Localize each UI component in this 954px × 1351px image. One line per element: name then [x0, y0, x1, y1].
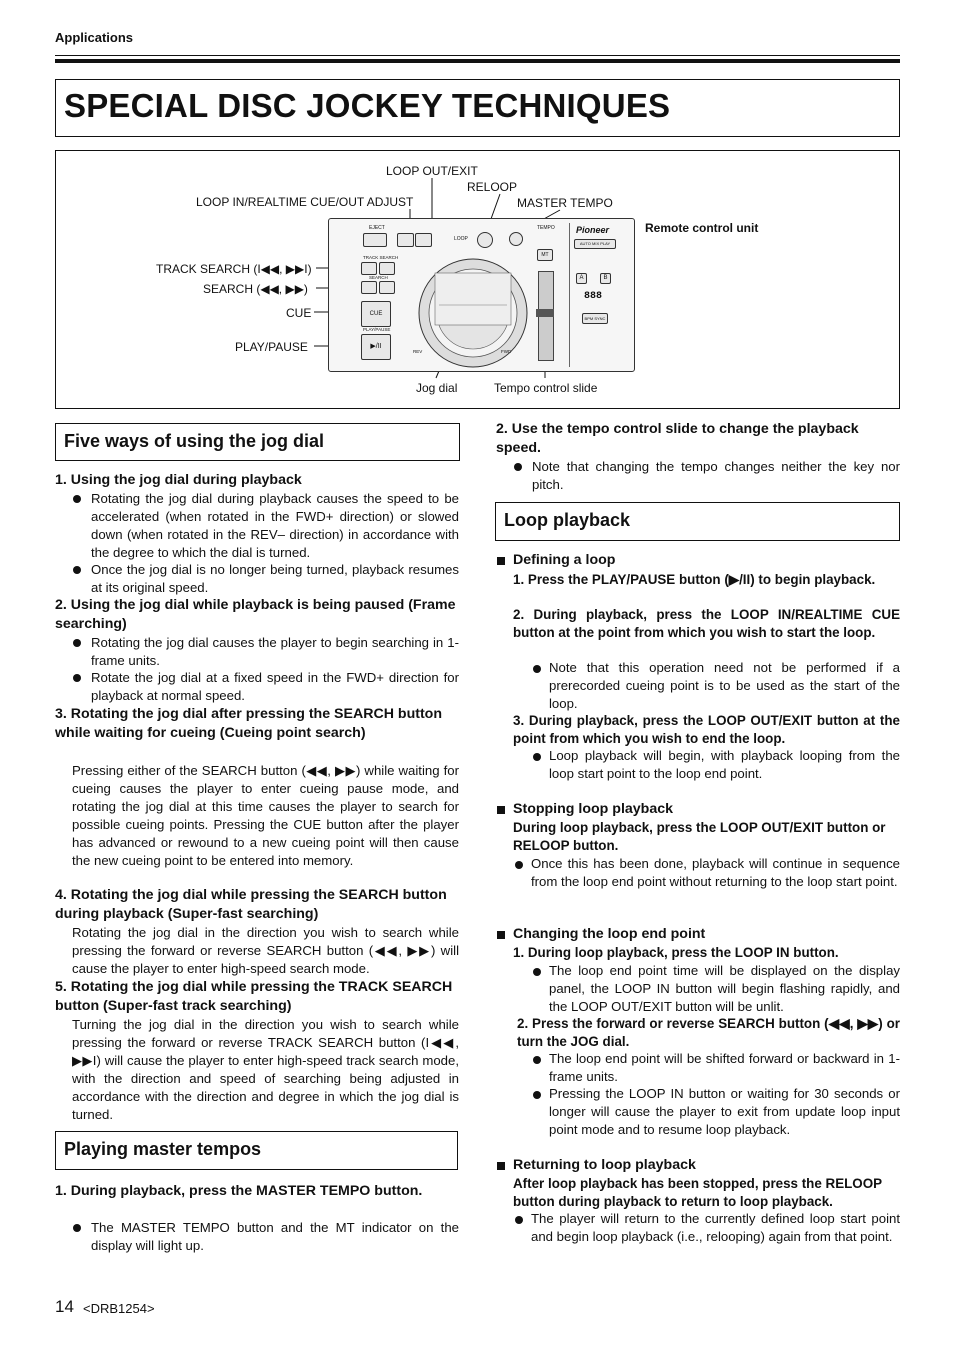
bullet	[515, 861, 523, 869]
track-search-label: TRACK SEARCH	[363, 255, 399, 260]
bpm-display: 888	[584, 291, 603, 302]
tempo-label: TEMPO	[537, 225, 555, 231]
tempo1-bullet1: The MASTER TEMPO button and the MT indicator on the display will light up.	[91, 1220, 459, 1253]
bullet	[533, 1091, 541, 1099]
label-remote: Remote control unit	[645, 221, 759, 235]
defining-loop-title: Defining a loop	[513, 552, 616, 568]
bullet	[73, 639, 81, 647]
square-bullet	[497, 557, 505, 565]
item3-text: Pressing either of the SEARCH button (◀◀, ▶▶) while waiting for cueing causes the player to enter cueing pause mode, and rotating the jog dial at this time causes the player to search for possible cueing points. Pressing the CUE button after the player has advanced or rewound to a new cueing point will then cause the new cueing point to be entered into memory.	[72, 763, 459, 868]
bullet	[73, 674, 81, 682]
bullet	[515, 1216, 523, 1224]
document-code: <DRB1254>	[83, 1301, 155, 1316]
stopping-loop-text: During loop playback, press the LOOP OUT/EXIT button or RELOOP button.	[513, 820, 886, 853]
square-bullet	[497, 931, 505, 939]
loop-playback-heading: Loop playback	[504, 510, 631, 530]
tempo1-title: 1. During playback, press the MASTER TEMPO button.	[55, 1183, 423, 1199]
cue-button[interactable]: CUE	[361, 301, 391, 327]
def-step3-bullet1: Loop playback will begin, with playback looping from the loop start point to the loop end point.	[549, 748, 900, 781]
def-step1: 1. Press the PLAY/PAUSE button (▶/II) to begin playback.	[513, 572, 876, 587]
loop-out-button[interactable]	[415, 233, 432, 247]
label-master-tempo: MASTER TEMPO	[517, 196, 613, 210]
bullet	[73, 566, 81, 574]
jog-dial-heading-box	[55, 423, 460, 461]
page-number: 14	[55, 1297, 74, 1316]
label-track-search: TRACK SEARCH (I◀◀, ▶▶I)	[156, 262, 312, 276]
loop-label: LOOP	[454, 236, 468, 242]
search-fwd-button[interactable]	[379, 281, 395, 294]
item2-bullet1: Rotating the jog dial causes the player to begin searching in 1-frame units.	[91, 635, 459, 668]
master-tempo-button[interactable]: MT	[537, 249, 553, 261]
def-step2: 2. During playback, press the LOOP IN/REALTIME CUE button at the point from which you wish to start the loop.	[513, 607, 900, 640]
item5-text: Turning the jog dial in the direction you wish to search while pressing the forward or reverse TRACK SEARCH button (I◀◀, ▶▶I) will cause the player to enter high-speed track search mode, with the direction and speed of searching being adjusted in accordance with the direction and degree in which the jog dial is turned.	[72, 1017, 459, 1122]
tempo-slider-knob[interactable]	[536, 309, 554, 317]
eject-label: EJECT	[369, 225, 385, 231]
item1-bullet2: Once the jog dial is no longer being turned, playback resumes at its original speed.	[91, 562, 459, 595]
label-reloop: RELOOP	[467, 180, 518, 194]
def-step2-bullet1: Note that this operation need not be performed if a prerecorded cueing point is to be used as the start of the loop.	[549, 660, 900, 711]
bullet	[514, 463, 522, 471]
returning-loop-bullet1: The player will return to the currently defined loop start point and begin loop playback (i.e., relooping) again from that point.	[531, 1211, 900, 1244]
item1-title: 1. Using the jog dial during playback	[55, 472, 302, 488]
section-label: Applications	[55, 30, 134, 45]
label-tempo-slide: Tempo control slide	[494, 381, 598, 395]
jog-dial-heading: Five ways of using the jog dial	[64, 431, 325, 451]
item2-bullet2: Rotate the jog dial at a fixed speed in the FWD+ direction for playback at normal speed.	[91, 670, 459, 703]
change-step2-bullet2: Pressing the LOOP IN button or waiting for 30 seconds or longer will cause the player to exit from update loop input point mode and to resume loop playback.	[549, 1086, 900, 1137]
stopping-loop-bullet1: Once this has been done, playback will continue in sequence from the loop end point without returning to the loop start point.	[531, 856, 900, 889]
item3-title: 3. Rotating the jog dial after pressing the SEARCH button while waiting for cueing (Cueing point search)	[55, 706, 443, 741]
master-tempo-heading: Playing master tempos	[64, 1139, 262, 1159]
track-search-back-button[interactable]	[361, 262, 377, 275]
play-pause-label: PLAY/PAUSE	[363, 327, 391, 332]
bullet	[533, 968, 541, 976]
bullet	[73, 1224, 81, 1232]
changing-loop-title: Changing the loop end point	[513, 926, 706, 942]
change-step2-bullet1: The loop end point will be shifted forward or backward in 1-frame units.	[549, 1051, 900, 1084]
item5-title: 5. Rotating the jog dial while pressing the TRACK SEARCH button (Super-fast track searching)	[55, 979, 453, 1014]
page-title: SPECIAL DISC JOCKEY TECHNIQUES	[64, 87, 671, 124]
item2-title: 2. Using the jog dial while playback is being paused (Frame searching)	[55, 597, 456, 632]
search-back-button[interactable]	[361, 281, 377, 294]
label-cue: CUE	[286, 306, 312, 320]
square-bullet	[497, 806, 505, 814]
returning-loop-text: After loop playback has been stopped, press the RELOOP button during playback to return to loop playback.	[513, 1176, 882, 1209]
label-loop-in: LOOP IN/REALTIME CUE/OUT ADJUST	[196, 195, 414, 209]
rev-label: REV	[413, 349, 423, 354]
bullet	[533, 1056, 541, 1064]
brand-logo: Pioneer	[576, 225, 610, 235]
item4-text: Rotating the jog dial in the direction you wish to search while pressing the forward or reverse SEARCH button (◀◀, ▶▶) will cause the player to enter high-speed search mode.	[72, 925, 459, 976]
returning-loop-title: Returning to loop playback	[513, 1157, 696, 1173]
auto-mix-button[interactable]: AUTO MIX PLAY	[574, 239, 616, 249]
master-tempo-heading-box	[55, 1131, 458, 1170]
time-mode-button[interactable]	[509, 232, 523, 246]
loop-playback-heading-box	[495, 502, 900, 541]
item1-bullet1: Rotating the jog dial during playback causes the speed to be accelerated (when rotated in the FWD+ direction) or slowed down (when rotated in the REV– direction) in accordance with the degree to which the dial is turned.	[91, 491, 459, 560]
play-pause-button[interactable]: ▶/II	[361, 334, 391, 360]
a-button[interactable]: A	[576, 273, 587, 284]
fwd-label: FWD	[501, 349, 512, 354]
bpm-sync-button[interactable]: BPM SYNC	[582, 313, 608, 324]
stopping-loop-title: Stopping loop playback	[513, 801, 674, 817]
tempo2-bullet1: Note that changing the tempo changes neither the key nor pitch.	[532, 459, 900, 492]
right-control-panel	[569, 223, 630, 367]
def-step3: 3. During playback, press the LOOP OUT/EXIT button at the point from which you wish to end the loop.	[513, 713, 900, 746]
reloop-button[interactable]	[477, 232, 493, 248]
track-search-fwd-button[interactable]	[379, 262, 395, 275]
change-step2: 2. Press the forward or reverse SEARCH button (◀◀, ▶▶) or turn the JOG dial.	[517, 1016, 900, 1049]
search-label: SEARCH	[369, 275, 388, 280]
label-search: SEARCH (◀◀, ▶▶)	[203, 282, 308, 296]
cdj-player-illustration	[328, 218, 635, 372]
eject-button[interactable]	[363, 233, 387, 247]
bullet	[73, 495, 81, 503]
loop-in-button[interactable]	[397, 233, 414, 247]
jog-dial-graphic[interactable]	[417, 257, 529, 369]
bullet	[533, 753, 541, 761]
b-button[interactable]: B	[600, 273, 611, 284]
change-step1-bullet1: The loop end point time will be displayed on the display panel, the LOOP IN button will begin flashing rapidly, and the LOOP OUT/EXIT button will be unlit.	[549, 963, 900, 1014]
square-bullet	[497, 1162, 505, 1170]
change-step1: 1. During loop playback, press the LOOP IN button.	[513, 945, 839, 960]
tempo2-title: 2. Use the tempo control slide to change the playback speed.	[496, 421, 859, 456]
bullet	[533, 665, 541, 673]
label-loop-out: LOOP OUT/EXIT	[386, 164, 478, 178]
label-play-pause: PLAY/PAUSE	[235, 340, 308, 354]
label-jog-dial: Jog dial	[416, 381, 458, 395]
item4-title: 4. Rotating the jog dial while pressing the SEARCH button during playback (Super-fast searching)	[55, 887, 447, 922]
